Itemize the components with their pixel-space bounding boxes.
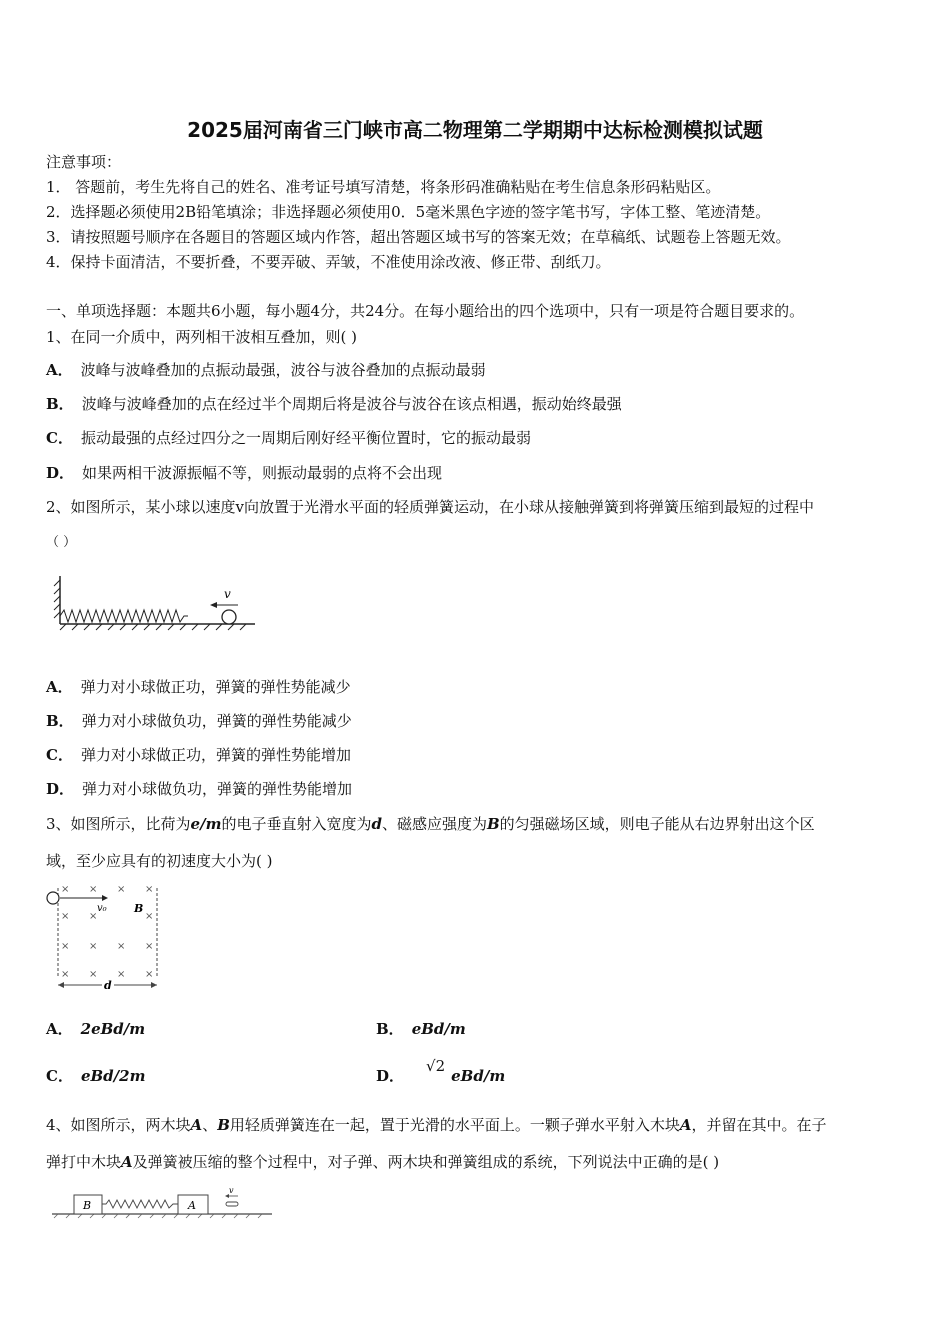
text: 、 [202, 1116, 218, 1134]
block-a-symbol: A [679, 1116, 692, 1134]
option-text: eBd/m [411, 1020, 466, 1038]
option-text: 弹力对小球做正功，弹簧的弹性势能减少 [80, 678, 351, 696]
svg-text:×: × [61, 911, 70, 922]
width-label: d [104, 979, 112, 992]
notice-item: 2．选择题必须使用2B铅笔填涂；非选择题必须使用0．5毫米黑色字迹的签字笔书写，字体工整、笔迹清楚。 [46, 203, 771, 221]
page-title: 2025届河南省三门峡市高二物理第二学期期中达标检测模拟试题 [187, 118, 763, 142]
section-heading: 一、单项选择题：本题共6小题，每小题4分，共24分。在每小题给出的四个选项中，只有一项是符合题目要求的。 [46, 302, 805, 320]
text: 及弹簧被压缩的整个过程中，对子弹、两木块和弹簧组成的系统，下列说法中正确的是( ) [132, 1153, 720, 1171]
svg-text:×: × [89, 911, 98, 922]
text: 用轻质弹簧连在一起，置于光滑的水平面上。一颗子弹水平射入木块 [229, 1116, 680, 1134]
option-label: D． [46, 464, 75, 482]
velocity-arrowhead [210, 602, 217, 608]
text: 弹打中木块 [46, 1153, 122, 1171]
svg-text:×: × [61, 941, 70, 952]
q1-option-b [46, 394, 622, 414]
notice-item: 1． 答题前，考生先将自己的姓名、准考证号填写清楚，将条形码准确粘贴在考生信息条形码粘贴区。 [46, 178, 721, 196]
option-label: D． [376, 1067, 405, 1085]
text: 的电子垂直射入宽度为 [221, 815, 372, 833]
q2-option-a [46, 677, 351, 697]
ratio-symbol: e/m [190, 815, 222, 833]
width-symbol: d [371, 815, 382, 833]
q1-option-c [46, 428, 531, 448]
block-b-label: B [83, 1199, 92, 1212]
notice-item: 3．请按照题号顺序在各题目的答题区域内作答，超出答题区域书写的答案无效；在草稿纸、试题卷上答题无效。 [46, 228, 791, 246]
electron [47, 892, 59, 904]
svg-text:×: × [145, 884, 154, 895]
block-a-label: A [188, 1199, 196, 1212]
notice-heading: 注意事项： [46, 153, 122, 171]
spring [102, 1200, 178, 1208]
svg-text:×: × [145, 941, 154, 952]
option-text: 弹力对小球做正功，弹簧的弹性势能增加 [80, 746, 351, 764]
width-arrowhead-left [58, 982, 64, 988]
v0-label: v₀ [97, 903, 107, 914]
svg-text:×: × [89, 969, 98, 980]
block-b-symbol: B [217, 1116, 230, 1134]
option-text: eBd/2m [80, 1067, 146, 1085]
svg-text:×: × [117, 884, 126, 895]
svg-text:×: × [61, 884, 70, 895]
option-label: A． [46, 1020, 73, 1038]
option-label: C． [46, 1067, 73, 1085]
option-label: B． [46, 395, 74, 413]
block-a-symbol: A [121, 1153, 133, 1171]
ball [222, 610, 236, 624]
spring [60, 610, 188, 622]
option-label: D． [46, 780, 75, 798]
q3-option-c [46, 1066, 145, 1086]
q3-stem-line1 [46, 814, 815, 834]
magnetic-field-figure [44, 884, 164, 992]
sqrt-symbol: √2 [426, 1057, 446, 1075]
q3-option-a [46, 1019, 145, 1039]
q2-answer-paren: （ ） [46, 535, 77, 550]
q3-stem-line2: 域，至少应具有的初速度大小为( ) [46, 852, 273, 870]
option-text: 波峰与波峰叠加的点振动最强，波谷与波谷叠加的点振动最弱 [80, 361, 486, 379]
field-symbol: B [486, 815, 500, 833]
q1-option-d [46, 463, 442, 483]
q1-stem: 1、在同一介质中，两列相干波相互叠加，则( ) [46, 328, 358, 346]
option-label: C． [46, 746, 73, 764]
text: ，并留在其中。在子 [691, 1116, 827, 1134]
option-label: C． [46, 429, 73, 447]
option-text: 弹力对小球做负功，弹簧的弹性势能增加 [82, 780, 353, 798]
option-label: B． [46, 712, 74, 730]
text: 4、如图所示，两木块 [46, 1116, 191, 1134]
q2-option-d [46, 779, 352, 799]
field-label: B [134, 902, 144, 915]
option-label: B． [376, 1020, 404, 1038]
bullet [226, 1202, 238, 1206]
q1-option-a [46, 360, 486, 380]
option-text: 弹力对小球做负功，弹簧的弹性势能减少 [81, 712, 352, 730]
option-text: 振动最强的点经过四分之一周期后刚好经平衡位置时，它的振动最弱 [80, 429, 531, 447]
wall-hatching [54, 580, 60, 618]
velocity-label: v [224, 587, 231, 601]
q3-option-d [376, 1057, 506, 1086]
text: 的匀强磁场区域，则电子能从右边界射出这个区 [499, 815, 815, 833]
q4-stem-line1 [46, 1115, 827, 1135]
svg-text:×: × [145, 911, 154, 922]
spring-ball-figure [52, 572, 262, 634]
option-text: 如果两相干波源振幅不等，则振动最弱的点将不会出现 [82, 464, 443, 482]
block-a-symbol: A [190, 1116, 203, 1134]
svg-text:×: × [61, 969, 70, 980]
velocity-label: v [229, 1186, 234, 1195]
q2-option-c [46, 745, 351, 765]
width-arrowhead-right [151, 982, 157, 988]
option-text: 2eBd/m [80, 1020, 146, 1038]
svg-text:×: × [117, 969, 126, 980]
ground-hatching [60, 624, 246, 630]
q3-option-b [376, 1019, 466, 1039]
notice-item: 4．保持卡面清洁，不要折叠，不要弄破、弄皱，不准使用涂改液、修正带、刮纸刀。 [46, 253, 611, 271]
q2-option-b [46, 711, 352, 731]
q2-stem: 2、如图所示，某小球以速度v向放置于光滑水平面的轻质弹簧运动，在小球从接触弹簧到将弹簧压缩到最短的过程中 [46, 498, 815, 516]
option-text: eBd/m [451, 1067, 506, 1085]
svg-text:×: × [89, 941, 98, 952]
option-label: A． [46, 678, 73, 696]
option-text: 波峰与波峰叠加的点在经过半个周期后将是波谷与波谷在该点相遇，振动始终最强 [81, 395, 622, 413]
text: 3、如图所示，比荷为 [46, 815, 191, 833]
svg-text:×: × [145, 969, 154, 980]
option-label: A． [46, 361, 73, 379]
two-blocks-figure [50, 1186, 276, 1220]
svg-text:×: × [117, 941, 126, 952]
text: 、磁感应强度为 [381, 815, 487, 833]
velocity-arrowhead [102, 895, 108, 901]
svg-text:×: × [89, 884, 98, 895]
q4-stem-line2 [46, 1152, 719, 1172]
